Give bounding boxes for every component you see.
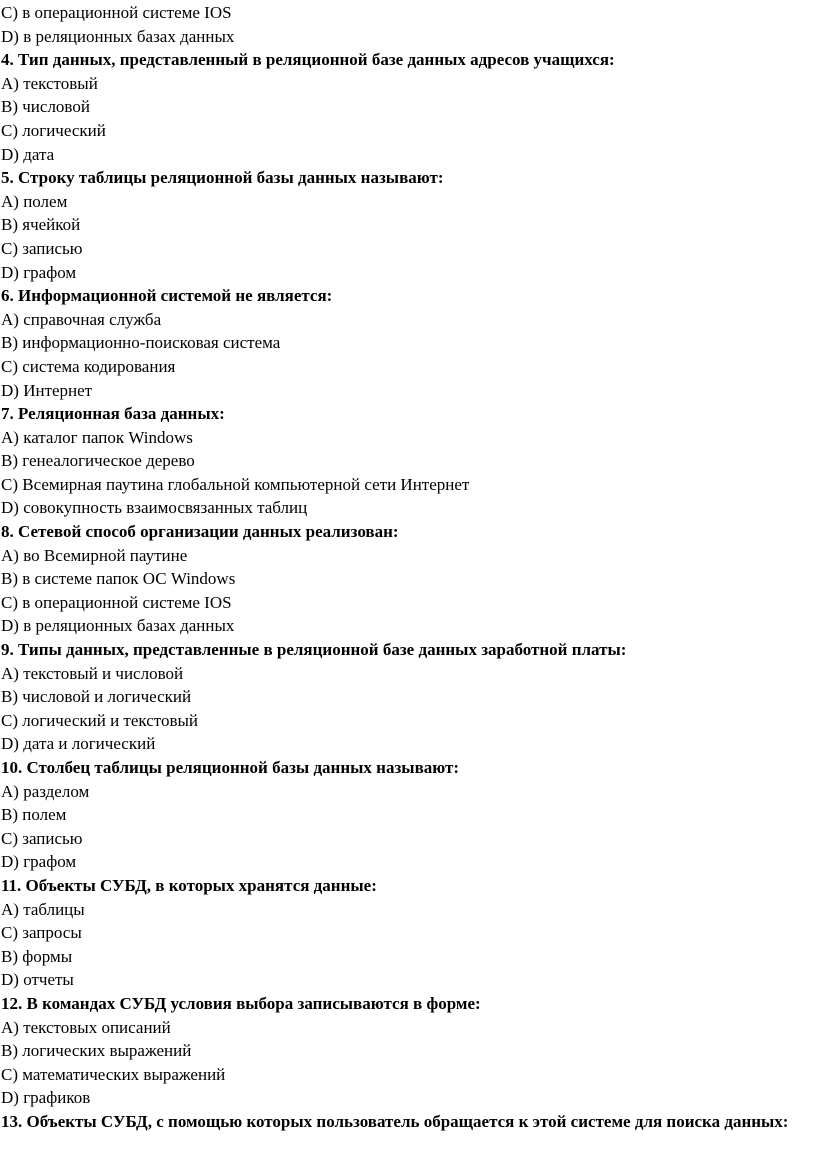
question-heading: 13. Объекты СУБД, с помощью которых пользователь обращается к этой системе для поиска данных:: [1, 1111, 789, 1131]
question-heading: 12. В командах СУБД условия выбора записываются в форме:: [1, 993, 481, 1013]
option-line: D) отчеты: [1, 970, 74, 990]
option-line: B) генеалогическое дерево: [1, 451, 195, 471]
option-line: A) текстовый: [1, 73, 98, 93]
question-heading: 8. Сетевой способ организации данных реализован:: [1, 522, 399, 542]
option-line: D) графом: [1, 262, 77, 282]
option-line: B) полем: [1, 805, 67, 825]
option-line: D) графиков: [1, 1088, 91, 1108]
option-line: C) логический и текстовый: [1, 710, 199, 730]
option-line: A) каталог папок Windows: [1, 427, 193, 447]
option-line: D) совокупность взаимосвязанных таблиц: [1, 498, 308, 518]
question-heading: 6. Информационной системой не является:: [1, 286, 333, 306]
option-line: B) ячейкой: [1, 215, 81, 235]
option-line: A) таблицы: [1, 899, 85, 919]
option-line: C) записью: [1, 828, 83, 848]
option-line: C) система кодирования: [1, 356, 176, 376]
option-line: A) разделом: [1, 781, 90, 801]
option-line: B) логических выражений: [1, 1041, 192, 1061]
option-line: C) в операционной системе IOS: [1, 592, 232, 612]
option-line: D) Интернет: [1, 380, 93, 400]
option-line: B) в системе папок ОС Windows: [1, 569, 236, 589]
option-line: C) в операционной системе IOS: [1, 3, 232, 22]
option-line: D) в реляционных базах данных: [1, 616, 235, 636]
option-line: D) дата и логический: [1, 734, 156, 754]
option-line: B) формы: [1, 946, 73, 966]
option-line: C) математических выражений: [1, 1064, 226, 1084]
option-line: C) логический: [1, 120, 106, 140]
question-heading: 4. Тип данных, представленный в реляционной базе данных адресов учащихся:: [1, 50, 615, 70]
option-line: C) записью: [1, 238, 83, 258]
option-line: D) графом: [1, 852, 77, 872]
option-line: B) числовой и логический: [1, 687, 192, 707]
option-line: A) во Всемирной паутине: [1, 545, 188, 565]
option-line: B) числовой: [1, 97, 90, 117]
question-heading: 11. Объекты СУБД, в которых хранятся данные:: [1, 875, 377, 895]
option-line: D) в реляционных базах данных: [1, 26, 235, 46]
option-line: C) запросы: [1, 923, 82, 943]
question-heading: 9. Типы данных, представленные в реляционной базе данных заработной платы:: [1, 640, 627, 660]
option-line: A) текстовых описаний: [1, 1017, 171, 1037]
option-line: D) дата: [1, 144, 55, 164]
option-line: A) текстовый и числовой: [1, 663, 184, 683]
option-line: C) Всемирная паутина глобальной компьютерной сети Интернет: [1, 474, 470, 494]
question-heading: 5. Строку таблицы реляционной базы данных называют:: [1, 168, 444, 188]
option-line: B) информационно-поисковая система: [1, 333, 281, 353]
option-line: A) справочная служба: [1, 309, 162, 329]
option-line: A) полем: [1, 191, 68, 211]
question-heading: 10. Столбец таблицы реляционной базы данных называют:: [1, 758, 460, 777]
question-heading: 7. Реляционная база данных:: [1, 404, 225, 424]
